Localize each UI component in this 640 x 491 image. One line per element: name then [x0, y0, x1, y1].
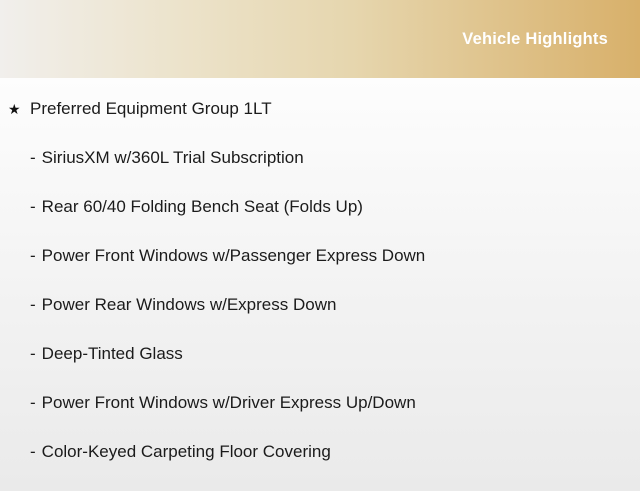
dash-bullet: -: [30, 246, 36, 265]
feature-label: Color-Keyed Carpeting Floor Covering: [41, 442, 331, 461]
dash-bullet: -: [30, 393, 36, 412]
feature-list: [8, 148, 630, 462]
equipment-group-label: Preferred Equipment Group 1LT: [30, 99, 272, 118]
feature-label: Rear 60/40 Folding Bench Seat (Folds Up): [41, 197, 363, 216]
list-item: [30, 344, 630, 364]
list-item: [30, 393, 630, 413]
dash-bullet: -: [30, 442, 36, 461]
page-title: Vehicle Highlights: [462, 29, 608, 48]
feature-label: Power Front Windows w/Passenger Express Down: [41, 246, 426, 265]
vehicle-highlights-header: [0, 0, 640, 78]
star-icon: ★: [8, 101, 21, 117]
list-item: [30, 295, 630, 315]
list-item: [30, 442, 630, 462]
dash-bullet: -: [30, 295, 36, 314]
highlights-content: [0, 78, 640, 491]
list-item: [30, 148, 630, 168]
dash-bullet: -: [30, 197, 36, 216]
feature-label: Deep-Tinted Glass: [41, 344, 183, 363]
dash-bullet: -: [30, 148, 36, 167]
feature-label: SiriusXM w/360L Trial Subscription: [41, 148, 304, 167]
feature-label: Power Rear Windows w/Express Down: [41, 295, 337, 314]
list-item: [30, 246, 630, 266]
feature-label: Power Front Windows w/Driver Express Up/Down: [41, 393, 416, 412]
dash-bullet: -: [30, 344, 36, 363]
equipment-group-line: [8, 99, 630, 119]
list-item: [30, 197, 630, 217]
